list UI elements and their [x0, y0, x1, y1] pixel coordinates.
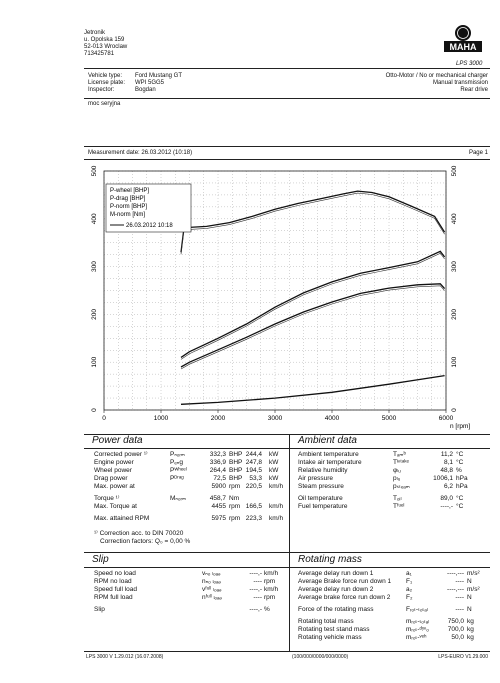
curve-p-wheel: [181, 284, 445, 367]
rotating-unit: N: [467, 594, 472, 601]
ambient-label: Fuel temperature: [298, 503, 348, 510]
power-value-1: 5900: [211, 483, 226, 490]
ambient-data-title: Ambient data: [298, 435, 357, 446]
y-tick-label-right: 200: [451, 308, 458, 320]
y-tick-label-left: 100: [91, 356, 98, 368]
legend-pwheel: P-wheel [BHP]: [110, 188, 150, 194]
curve-m-norm: [181, 191, 445, 252]
ambient-unit: °C: [456, 451, 464, 458]
rotating-symbol: a₂: [406, 586, 413, 593]
rotating-unit: m/s²: [467, 570, 480, 577]
power-unit-1: rpm: [229, 503, 241, 510]
curve-shadow-p-wheel: [181, 286, 445, 369]
power-symbol: Mₙₒᵣₘ: [170, 495, 187, 502]
slip-value: ----: [253, 578, 262, 585]
slip-unit: %: [264, 606, 270, 613]
power-value-1: 72,5: [213, 475, 226, 482]
rotating-symbol: F₁: [406, 578, 413, 585]
ambient-value: ----,-: [440, 503, 453, 510]
drive-info: [386, 73, 488, 94]
ambient-value: 1006,1: [433, 475, 453, 482]
rotating-unit: m/s²: [467, 586, 480, 593]
rotating-unit: N: [467, 578, 472, 585]
company-street: u. Opolska 159: [84, 37, 125, 43]
curve-p-norm: [181, 251, 445, 357]
ambient-symbol: Tₒᵢₗ: [393, 495, 402, 502]
slip-symbol: vᶠᵘˡˡ ₗₒₐₔ: [202, 586, 222, 593]
x-tick-label: 5000: [381, 415, 397, 422]
rotating-symbol: mᵣₒₜ‑ᵈʸⁿₒ: [406, 626, 429, 633]
legend-pdrag: P-drag [BHP]: [110, 196, 146, 202]
power-label: Max. attained RPM: [94, 515, 150, 522]
logo-text: MAHA: [449, 42, 477, 52]
y-tick-label-right: 400: [451, 213, 458, 225]
power-unit-1: Nm: [229, 495, 240, 502]
rotating-label: Rotating total mass: [298, 618, 354, 625]
ambient-symbol: Tᴵⁿᵗᵃᵏᵉ: [393, 459, 409, 466]
note: moc seryjna: [88, 101, 121, 107]
slip-unit: km/h: [264, 586, 279, 593]
power-unit-2: kW: [269, 475, 279, 482]
power-unit-1: BHP: [229, 467, 243, 474]
power-unit-1: rpm: [229, 483, 241, 490]
slip-value: ----: [253, 594, 262, 601]
power-unit-1: BHP: [229, 475, 243, 482]
plate-label: License plate:: [88, 80, 126, 86]
x-tick-label: 6000: [438, 415, 454, 422]
slip-symbol: vₙₒ ₗₒₐₔ: [202, 570, 221, 577]
rotating-label: Force of the rotating mass: [298, 606, 374, 613]
power-unit-1: rpm: [229, 515, 241, 522]
power-data-title: Power data: [92, 435, 143, 446]
ambient-unit: %: [456, 467, 462, 474]
ambient-value: 48,8: [440, 467, 453, 474]
rotating-value: ----: [455, 606, 464, 613]
rotating-unit: N: [467, 606, 472, 613]
power-value-2: 247,8: [245, 459, 262, 466]
power-value-1: 5975: [211, 515, 226, 522]
rotating-symbol: F₂: [406, 594, 413, 601]
footer-left: LPS 3000 V 1.29.012 (16.07.2008): [86, 654, 164, 660]
ambient-symbol: Tᶠᵘᵉˡ: [393, 503, 405, 510]
x-tick-label: 4000: [324, 415, 340, 422]
power-value-2: 194,5: [245, 467, 262, 474]
power-unit-2: kW: [269, 451, 279, 458]
maha-logo: [438, 24, 488, 62]
footer-right: LPS-EURO V1.29.000: [438, 654, 488, 660]
ambient-value: 6,2: [443, 483, 453, 490]
y-tick-label-right: 300: [451, 261, 458, 273]
transmission: Manual transmission: [432, 80, 488, 86]
power-symbol: Pᵂʰᵉᵉˡ: [170, 467, 187, 474]
curve-p-drag: [181, 376, 445, 405]
legend-date: 26.03.2012 10:18: [126, 223, 173, 229]
company-name: Jetronik: [84, 30, 106, 36]
power-value-1: 336,9: [209, 459, 226, 466]
ambient-unit: °C: [456, 459, 464, 466]
ambient-symbol: pₛₜₑₐₘ: [393, 483, 410, 490]
ambient-label: Relative humidity: [298, 467, 348, 474]
ambient-unit: hPa: [456, 475, 468, 482]
ambient-value: 8,1: [443, 459, 453, 466]
page-number: Page 1: [468, 150, 488, 156]
y-tick-label-left: 300: [91, 261, 98, 273]
power-unit-1: BHP: [229, 451, 243, 458]
rotating-label: Rotating vehicle mass: [298, 634, 362, 641]
rotating-value: ----: [455, 594, 464, 601]
rotating-mass-title: Rotating mass: [298, 554, 362, 565]
power-value-2: 244,4: [245, 451, 262, 458]
vehicle-info: [88, 73, 182, 94]
slip-label: RPM no load: [94, 578, 132, 585]
curve-shadow-p-norm: [181, 253, 445, 359]
y-tick-label-right: 0: [451, 408, 458, 412]
ambient-value: 11,2: [440, 451, 453, 458]
inspector-value: Bogdan: [135, 87, 156, 93]
ambient-value: 89,0: [440, 495, 453, 502]
vehicle-type-value: Ford Mustang GT: [135, 73, 183, 79]
ambient-unit: hPa: [456, 483, 468, 490]
rotating-symbol: a₁: [406, 570, 412, 577]
y-tick-label-right: 500: [451, 165, 458, 177]
rotating-label: Average brake force run down 2: [298, 594, 391, 601]
power-unit-2: km/h: [269, 503, 284, 510]
y-tick-label-left: 500: [91, 165, 98, 177]
power-value-2: 223,3: [245, 515, 262, 522]
power-label: Corrected power ¹⁾: [94, 451, 148, 458]
rotating-value: 700,0: [447, 626, 464, 633]
ambient-unit: °C: [456, 495, 464, 502]
power-label: Wheel power: [94, 467, 132, 474]
power-value-2: 166,5: [245, 503, 262, 510]
ambient-symbol: pₗᵤ: [393, 475, 401, 482]
chart-legend: [106, 184, 191, 232]
rotating-label: Rotating test stand mass: [298, 626, 370, 633]
rotating-label: Average Brake force run down 1: [298, 578, 392, 585]
slip-title: Slip: [92, 554, 109, 565]
slip-value: ----,-: [249, 570, 262, 577]
ambient-label: Intake air temperature: [298, 459, 362, 466]
engine-desc: Otto-Motor / No or mechanical charger: [385, 73, 488, 79]
power-value-2: 53,3: [249, 475, 262, 482]
rotating-value: 50,0: [451, 634, 464, 641]
company-address: [84, 30, 127, 58]
power-label: Drag power: [94, 475, 128, 482]
ambient-symbol: Tₐₘᵇ: [393, 451, 406, 458]
model-label: LPS 3000: [456, 61, 483, 67]
correction-factor: Correction factors: Q₀ = 0,00 %: [100, 538, 191, 545]
x-tick-label: 2000: [210, 415, 226, 422]
power-value-1: 4455: [211, 503, 226, 510]
slip-label: Slip: [94, 606, 105, 613]
slip-label: RPM full load: [94, 594, 133, 601]
plate-value: WPI 5GG5: [135, 80, 165, 86]
measurement-date: Measurement date: 26.03.2012 (10:18): [88, 150, 193, 156]
vehicle-type-label: Vehicle type:: [88, 73, 123, 79]
chart-curves: [181, 191, 445, 404]
footer-center: (100/000/0000/000/0000): [292, 654, 349, 660]
company-city: 52-013 Wroclaw: [84, 44, 128, 50]
y-tick-label-right: 100: [451, 356, 458, 368]
rotating-value: ----,---: [447, 570, 464, 577]
x-tick-label: 1000: [153, 415, 169, 422]
ambient-unit: °C: [456, 503, 464, 510]
slip-value: ----,-: [249, 606, 262, 613]
power-value-1: 264,4: [209, 467, 226, 474]
x-tick-label: 3000: [267, 415, 283, 422]
correction-note: ¹⁾ Correction acc. to DIN 70020: [94, 530, 184, 537]
power-label: Max. power at: [94, 483, 135, 490]
power-unit-2: km/h: [269, 515, 284, 522]
y-tick-label-left: 400: [91, 213, 98, 225]
y-tick-label-left: 0: [91, 408, 98, 412]
slip-value: ----,-: [249, 586, 262, 593]
power-value-1: 332,3: [209, 451, 226, 458]
ambient-symbol: φₗᵤ: [393, 467, 401, 474]
rotating-symbol: mᵣₒₜ‑ₜₒₜₐₗ: [406, 618, 430, 625]
ambient-label: Ambient temperature: [298, 451, 359, 458]
power-unit-2: kW: [269, 467, 279, 474]
rotating-unit: kg: [467, 634, 474, 641]
power-value-2: 220,5: [245, 483, 262, 490]
power-label: Torque ¹⁾: [94, 495, 120, 502]
drive: Rear drive: [460, 87, 488, 93]
rotating-value: ----,---: [447, 586, 464, 593]
rotating-symbol: mᵣₒₜ‑ᵛᵉʰ: [406, 634, 427, 641]
slip-unit: rpm: [264, 578, 276, 585]
rotating-value: ----: [455, 578, 464, 585]
power-unit-1: BHP: [229, 459, 243, 466]
y-tick-label-left: 200: [91, 308, 98, 320]
power-label: Engine power: [94, 459, 134, 466]
legend-pnorm: P-norm [BHP]: [110, 204, 148, 210]
slip-unit: rpm: [264, 594, 276, 601]
inspector-label: Inspector:: [88, 87, 115, 93]
rotating-label: Average delay run down 2: [298, 586, 374, 593]
power-value-1: 458,7: [209, 495, 226, 502]
slip-label: Speed full load: [94, 586, 138, 593]
rotating-value: 750,0: [447, 618, 464, 625]
slip-symbol: nᶠᵘˡˡ ₗₒₐₔ: [202, 594, 222, 601]
power-torque-chart: [84, 160, 490, 432]
ambient-label: Air pressure: [298, 475, 334, 482]
power-symbol: Pₑₙg: [170, 459, 183, 466]
slip-symbol: nₙₒ ₗₒₐₔ: [202, 578, 221, 585]
power-unit-2: km/h: [269, 483, 284, 490]
power-label: Max. Torque at: [94, 503, 137, 510]
rotating-unit: kg: [467, 626, 474, 633]
rotating-unit: kg: [467, 618, 474, 625]
rotating-label: Average delay run down 1: [298, 570, 374, 577]
power-unit-2: kW: [269, 459, 279, 466]
x-tick-label: 0: [102, 415, 106, 422]
legend-mnorm: M-norm [Nm]: [110, 212, 145, 218]
power-symbol: Pᴰʳᵃᵍ: [170, 475, 184, 482]
slip-label: Speed no load: [94, 570, 136, 577]
ambient-label: Steam pressure: [298, 483, 344, 490]
ambient-label: Oil temperature: [298, 495, 343, 502]
slip-unit: km/h: [264, 570, 279, 577]
x-axis-unit: n [rpm]: [450, 423, 471, 430]
power-symbol: Pₙₒᵣₘ: [170, 451, 185, 458]
company-phone: 713425781: [84, 51, 115, 57]
rotating-symbol: Fᵣₒₜ‑ₜₒₜₐₗ: [406, 606, 428, 613]
